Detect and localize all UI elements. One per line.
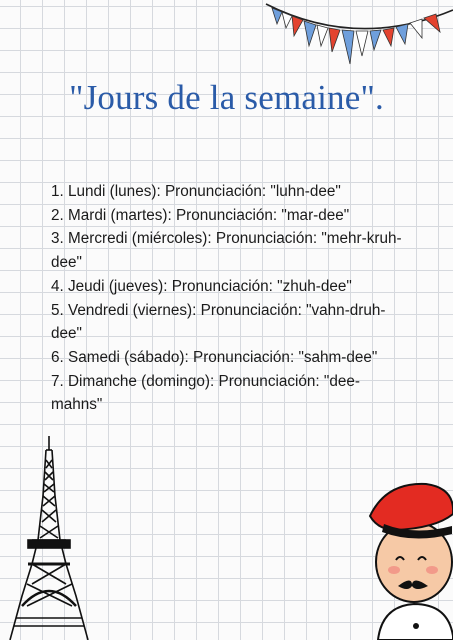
flag-bunting-icon bbox=[262, 0, 453, 80]
eiffel-tower-icon bbox=[2, 436, 102, 640]
french-chef-icon bbox=[356, 476, 453, 640]
list-item-vendredi: 5. Vendredi (viernes): Pronunciación: "vahn-druh-dee" bbox=[51, 301, 386, 343]
list-item-mardi: 2. Mardi (martes): Pronunciación: "mar-dee" bbox=[51, 206, 350, 224]
list-item-samedi: 6. Samedi (sábado): Pronunciación: "sahm-dee" bbox=[51, 348, 378, 366]
list-item-mercredi: 3. Mercredi (miércoles): Pronunciación: "mehr-kruh-dee" bbox=[51, 230, 402, 272]
list-item-dimanche: 7. Dimanche (domingo): Pronunciación: "dee-mahns" bbox=[51, 372, 360, 414]
days-list bbox=[51, 180, 406, 417]
list-item-jeudi: 4. Jeudi (jueves): Pronunciación: "zhuh-dee" bbox=[51, 277, 352, 295]
list-item-lundi: 1. Lundi (lunes): Pronunciación: "luhn-dee" bbox=[51, 183, 341, 200]
page-title: "Jours de la semaine". bbox=[69, 78, 384, 117]
